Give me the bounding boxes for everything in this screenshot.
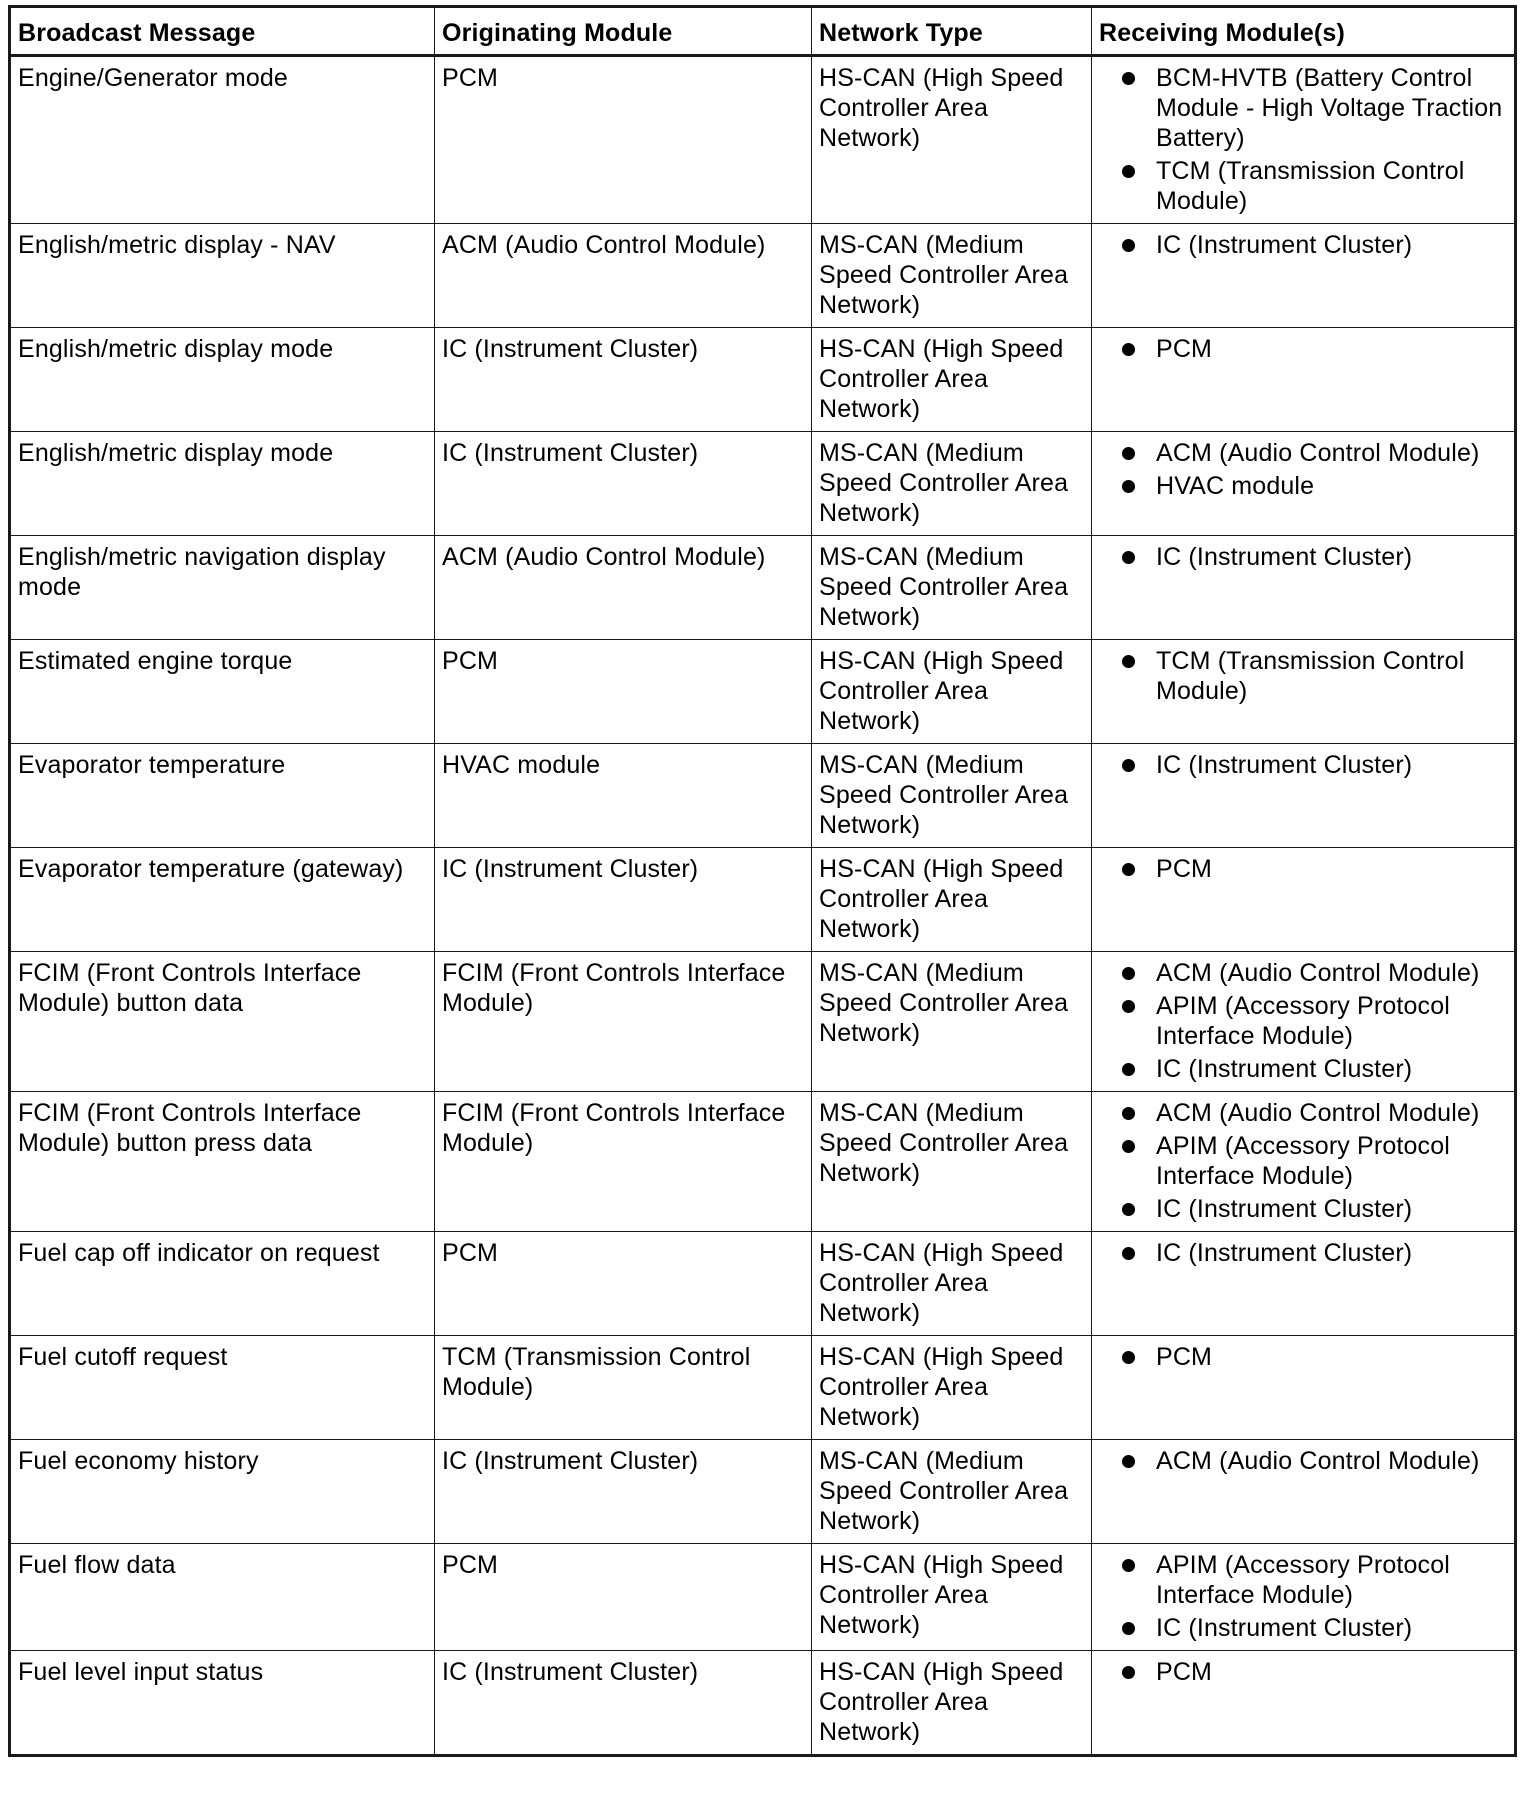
list-item bbox=[1119, 1657, 1507, 1687]
list-item bbox=[1119, 156, 1507, 216]
receiving-module-label: ACM (Audio Control Module) bbox=[1156, 1099, 1480, 1127]
receiving-module-label: HVAC module bbox=[1156, 472, 1315, 500]
bullet-icon bbox=[1122, 759, 1135, 772]
table-body bbox=[10, 56, 1516, 1756]
list-item bbox=[1119, 1446, 1507, 1476]
cell-originating-module: FCIM (Front Controls Interface Module) bbox=[435, 1092, 812, 1232]
bullet-icon bbox=[1122, 1455, 1135, 1468]
cell-receiving-modules bbox=[1092, 56, 1516, 224]
list-item bbox=[1119, 646, 1507, 706]
cell-network-type: HS-CAN (High Speed Controller Area Network) bbox=[812, 640, 1092, 744]
receiving-module-label: PCM bbox=[1156, 855, 1213, 883]
cell-network-type: HS-CAN (High Speed Controller Area Network) bbox=[812, 1232, 1092, 1336]
cell-originating-module: FCIM (Front Controls Interface Module) bbox=[435, 952, 812, 1092]
bullet-icon bbox=[1122, 551, 1135, 564]
list-item bbox=[1119, 63, 1507, 153]
bullet-icon bbox=[1122, 1000, 1135, 1013]
table-row bbox=[10, 1651, 1516, 1756]
receiving-module-label: IC (Instrument Cluster) bbox=[1156, 751, 1413, 779]
cell-receiving-modules bbox=[1092, 1440, 1516, 1544]
broadcast-message-table bbox=[8, 5, 1517, 1757]
table-row bbox=[10, 1092, 1516, 1232]
cell-broadcast-message: English/metric display mode bbox=[10, 328, 435, 432]
list-item bbox=[1119, 1098, 1507, 1128]
table-row bbox=[10, 56, 1516, 224]
receiving-module-label: IC (Instrument Cluster) bbox=[1156, 543, 1413, 571]
list-item bbox=[1119, 1194, 1507, 1224]
cell-network-type: HS-CAN (High Speed Controller Area Network) bbox=[812, 848, 1092, 952]
cell-originating-module: PCM bbox=[435, 1544, 812, 1651]
cell-originating-module: ACM (Audio Control Module) bbox=[435, 536, 812, 640]
cell-network-type: MS-CAN (Medium Speed Controller Area Network) bbox=[812, 744, 1092, 848]
table-row bbox=[10, 328, 1516, 432]
list-item bbox=[1119, 542, 1507, 572]
cell-network-type: HS-CAN (High Speed Controller Area Network) bbox=[812, 1651, 1092, 1756]
receiving-module-label: PCM bbox=[1156, 1343, 1213, 1371]
table-row bbox=[10, 224, 1516, 328]
bullet-icon bbox=[1122, 1666, 1135, 1679]
receiving-module-label: ACM (Audio Control Module) bbox=[1156, 439, 1480, 467]
receiving-module-label: IC (Instrument Cluster) bbox=[1156, 1055, 1413, 1083]
receiving-module-label: APIM (Accessory Protocol Interface Module) bbox=[1156, 1551, 1450, 1609]
receiving-module-label: TCM (Transmission Control Module) bbox=[1156, 157, 1465, 215]
table-row bbox=[10, 432, 1516, 536]
cell-network-type: MS-CAN (Medium Speed Controller Area Network) bbox=[812, 536, 1092, 640]
list-item bbox=[1119, 958, 1507, 988]
cell-receiving-modules bbox=[1092, 1232, 1516, 1336]
receiving-module-label: APIM (Accessory Protocol Interface Module) bbox=[1156, 992, 1450, 1050]
bullet-icon bbox=[1122, 72, 1135, 85]
table-row bbox=[10, 848, 1516, 952]
cell-broadcast-message: English/metric navigation display mode bbox=[10, 536, 435, 640]
cell-receiving-modules bbox=[1092, 1651, 1516, 1756]
bullet-icon bbox=[1122, 165, 1135, 178]
table-row bbox=[10, 952, 1516, 1092]
cell-receiving-modules bbox=[1092, 1544, 1516, 1651]
bullet-icon bbox=[1122, 1203, 1135, 1216]
receiving-module-list bbox=[1099, 542, 1507, 572]
bullet-icon bbox=[1122, 1063, 1135, 1076]
cell-receiving-modules bbox=[1092, 848, 1516, 952]
cell-broadcast-message: FCIM (Front Controls Interface Module) button data bbox=[10, 952, 435, 1092]
cell-originating-module: TCM (Transmission Control Module) bbox=[435, 1336, 812, 1440]
cell-broadcast-message: Estimated engine torque bbox=[10, 640, 435, 744]
receiving-module-list bbox=[1099, 1550, 1507, 1643]
header-row bbox=[10, 7, 1516, 56]
receiving-module-label: PCM bbox=[1156, 335, 1213, 363]
cell-receiving-modules bbox=[1092, 1092, 1516, 1232]
cell-originating-module: IC (Instrument Cluster) bbox=[435, 432, 812, 536]
table-row bbox=[10, 1440, 1516, 1544]
bullet-icon bbox=[1122, 239, 1135, 252]
list-item bbox=[1119, 1550, 1507, 1610]
header-network-type: Network Type bbox=[812, 7, 1092, 56]
receiving-module-label: BCM-HVTB (Battery Control Module - High Voltage Traction Battery) bbox=[1156, 64, 1503, 152]
receiving-module-list bbox=[1099, 438, 1507, 501]
cell-originating-module: PCM bbox=[435, 1232, 812, 1336]
bullet-icon bbox=[1122, 1622, 1135, 1635]
list-item bbox=[1119, 334, 1507, 364]
cell-receiving-modules bbox=[1092, 744, 1516, 848]
receiving-module-label: IC (Instrument Cluster) bbox=[1156, 1239, 1413, 1267]
bullet-icon bbox=[1122, 1351, 1135, 1364]
receiving-module-list bbox=[1099, 646, 1507, 706]
header-originating-module: Originating Module bbox=[435, 7, 812, 56]
cell-network-type: HS-CAN (High Speed Controller Area Network) bbox=[812, 1336, 1092, 1440]
cell-originating-module: IC (Instrument Cluster) bbox=[435, 848, 812, 952]
cell-receiving-modules bbox=[1092, 952, 1516, 1092]
receiving-module-label: APIM (Accessory Protocol Interface Module) bbox=[1156, 1132, 1450, 1190]
cell-network-type: MS-CAN (Medium Speed Controller Area Network) bbox=[812, 952, 1092, 1092]
cell-network-type: MS-CAN (Medium Speed Controller Area Network) bbox=[812, 1440, 1092, 1544]
cell-broadcast-message: Engine/Generator mode bbox=[10, 56, 435, 224]
receiving-module-label: ACM (Audio Control Module) bbox=[1156, 1447, 1480, 1475]
table-row bbox=[10, 744, 1516, 848]
list-item bbox=[1119, 1238, 1507, 1268]
cell-originating-module: IC (Instrument Cluster) bbox=[435, 328, 812, 432]
list-item bbox=[1119, 230, 1507, 260]
cell-receiving-modules bbox=[1092, 536, 1516, 640]
cell-receiving-modules bbox=[1092, 224, 1516, 328]
bullet-icon bbox=[1122, 1559, 1135, 1572]
cell-receiving-modules bbox=[1092, 640, 1516, 744]
cell-broadcast-message: English/metric display mode bbox=[10, 432, 435, 536]
cell-broadcast-message: Fuel cutoff request bbox=[10, 1336, 435, 1440]
receiving-module-list bbox=[1099, 958, 1507, 1084]
cell-broadcast-message: Fuel level input status bbox=[10, 1651, 435, 1756]
cell-broadcast-message: Fuel economy history bbox=[10, 1440, 435, 1544]
receiving-module-list bbox=[1099, 854, 1507, 884]
receiving-module-label: IC (Instrument Cluster) bbox=[1156, 1614, 1413, 1642]
table-row bbox=[10, 536, 1516, 640]
cell-receiving-modules bbox=[1092, 328, 1516, 432]
list-item bbox=[1119, 750, 1507, 780]
bullet-icon bbox=[1122, 447, 1135, 460]
cell-broadcast-message: Fuel flow data bbox=[10, 1544, 435, 1651]
cell-network-type: MS-CAN (Medium Speed Controller Area Network) bbox=[812, 1092, 1092, 1232]
receiving-module-label: TCM (Transmission Control Module) bbox=[1156, 647, 1465, 705]
list-item bbox=[1119, 854, 1507, 884]
list-item bbox=[1119, 1342, 1507, 1372]
list-item bbox=[1119, 991, 1507, 1051]
receiving-module-list bbox=[1099, 230, 1507, 260]
table-row bbox=[10, 1336, 1516, 1440]
list-item bbox=[1119, 1054, 1507, 1084]
bullet-icon bbox=[1122, 343, 1135, 356]
cell-originating-module: PCM bbox=[435, 56, 812, 224]
bullet-icon bbox=[1122, 1140, 1135, 1153]
receiving-module-label: IC (Instrument Cluster) bbox=[1156, 1195, 1413, 1223]
cell-network-type: MS-CAN (Medium Speed Controller Area Network) bbox=[812, 432, 1092, 536]
table-header bbox=[10, 7, 1516, 56]
receiving-module-list bbox=[1099, 1342, 1507, 1372]
bullet-icon bbox=[1122, 1107, 1135, 1120]
list-item bbox=[1119, 471, 1507, 501]
bullet-icon bbox=[1122, 863, 1135, 876]
cell-broadcast-message: Evaporator temperature bbox=[10, 744, 435, 848]
receiving-module-list bbox=[1099, 1098, 1507, 1224]
cell-originating-module: HVAC module bbox=[435, 744, 812, 848]
cell-originating-module: IC (Instrument Cluster) bbox=[435, 1440, 812, 1544]
cell-network-type: HS-CAN (High Speed Controller Area Network) bbox=[812, 1544, 1092, 1651]
cell-network-type: HS-CAN (High Speed Controller Area Network) bbox=[812, 56, 1092, 224]
cell-broadcast-message: Evaporator temperature (gateway) bbox=[10, 848, 435, 952]
header-broadcast-message: Broadcast Message bbox=[10, 7, 435, 56]
cell-broadcast-message: Fuel cap off indicator on request bbox=[10, 1232, 435, 1336]
cell-originating-module: ACM (Audio Control Module) bbox=[435, 224, 812, 328]
header-receiving-modules: Receiving Module(s) bbox=[1092, 7, 1516, 56]
receiving-module-list bbox=[1099, 1238, 1507, 1268]
cell-receiving-modules bbox=[1092, 432, 1516, 536]
receiving-module-list bbox=[1099, 1446, 1507, 1476]
cell-network-type: HS-CAN (High Speed Controller Area Network) bbox=[812, 328, 1092, 432]
cell-broadcast-message: English/metric display - NAV bbox=[10, 224, 435, 328]
bullet-icon bbox=[1122, 480, 1135, 493]
cell-broadcast-message: FCIM (Front Controls Interface Module) button press data bbox=[10, 1092, 435, 1232]
cell-originating-module: PCM bbox=[435, 640, 812, 744]
list-item bbox=[1119, 438, 1507, 468]
bullet-icon bbox=[1122, 655, 1135, 668]
cell-receiving-modules bbox=[1092, 1336, 1516, 1440]
cell-originating-module: IC (Instrument Cluster) bbox=[435, 1651, 812, 1756]
cell-network-type: MS-CAN (Medium Speed Controller Area Network) bbox=[812, 224, 1092, 328]
bullet-icon bbox=[1122, 967, 1135, 980]
table-row bbox=[10, 1232, 1516, 1336]
receiving-module-label: ACM (Audio Control Module) bbox=[1156, 959, 1480, 987]
receiving-module-list bbox=[1099, 750, 1507, 780]
list-item bbox=[1119, 1131, 1507, 1191]
table-row bbox=[10, 1544, 1516, 1651]
bullet-icon bbox=[1122, 1247, 1135, 1260]
receiving-module-list bbox=[1099, 1657, 1507, 1687]
receiving-module-label: PCM bbox=[1156, 1658, 1213, 1686]
list-item bbox=[1119, 1613, 1507, 1643]
receiving-module-list bbox=[1099, 334, 1507, 364]
receiving-module-list bbox=[1099, 63, 1507, 216]
table-row bbox=[10, 640, 1516, 744]
receiving-module-label: IC (Instrument Cluster) bbox=[1156, 231, 1413, 259]
